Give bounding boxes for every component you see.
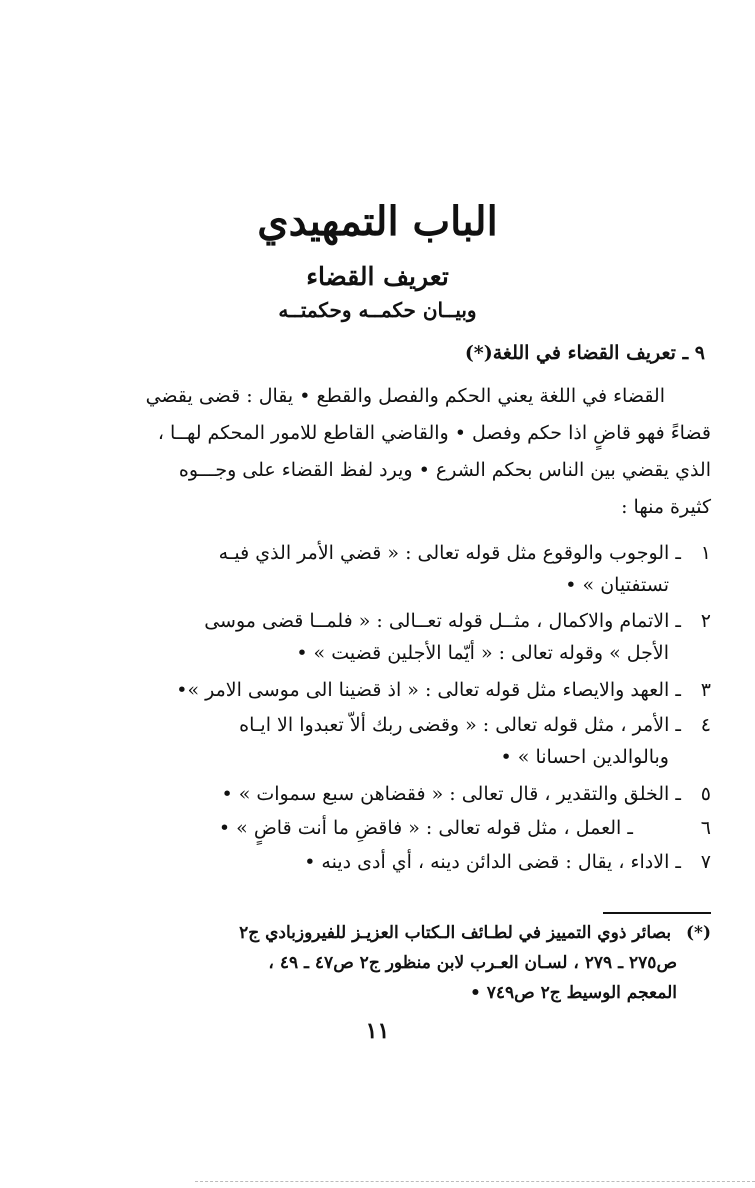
list-item-text: ـ الأمر ، مثل قوله تعالى : « وقضى ربك ألاّ تعبدوا الا ايـاه: [239, 714, 681, 736]
list-item-text: ـ الخلق والتقدير ، قال تعالى : « فقضاهن سبع سموات » •: [221, 783, 681, 805]
list-item-continuation: وبالوالدين احسانا » •: [500, 746, 669, 768]
footnote-line: المعجم الوسيط ج٢ ص٧٤٩ •: [469, 983, 677, 1003]
chapter-title: الباب التمهيدي: [257, 198, 498, 245]
scan-edge-divider: [195, 1181, 755, 1182]
list-item: [51, 605, 711, 669]
footnote-mark: (*): [686, 923, 711, 943]
paragraph-line: كثيرة منها :: [621, 496, 711, 518]
section-heading: ٩ ـ تعريف القضاء في اللغة(*): [464, 342, 705, 364]
list-item: [51, 812, 711, 844]
list-item-text: ـ العهد والايصاء مثل قوله تعالى : « اذ قضينا الى موسى الامر »•: [176, 679, 681, 701]
list-item-text: ـ الاتمام والاكمال ، مثــل قوله تعــالى : « فلمــا قضى موسى: [204, 610, 681, 632]
list-item: [51, 674, 711, 706]
footnote-divider: [603, 912, 711, 914]
list-item-number: ١: [700, 542, 711, 564]
footnote-line: بصائر ذوي التمييز في لطـائف الـكتاب العزيـز للفيروزبادي ج٢: [239, 923, 672, 943]
footnote-line: ص٢٧٥ ـ ٢٧٩ ، لسـان العـرب لابن منظور ج٢ ص٤٧ ـ ٤٩ ،: [268, 953, 677, 973]
body-paragraph: [51, 378, 711, 526]
list-item-number: ٧: [700, 851, 711, 873]
list-item-number: ٢: [700, 610, 711, 632]
list-item-continuation: تستفتيان » •: [565, 574, 669, 596]
paragraph-line: القضاء في اللغة يعني الحكم والفصل والقطع • يقال : قضى يقضي: [145, 385, 665, 407]
page-number: ١١: [365, 1018, 390, 1044]
paragraph-line: الذي يقضي بين الناس بحكم الشرع • ويرد لفظ القضاء على وجـــوه: [178, 459, 711, 481]
chapter-subtitle: تعريف القضاء: [306, 262, 449, 291]
footnote: [47, 918, 711, 1008]
list-item-text: ـ الاداء ، يقال : قضى الدائن دينه ، أي أدى دينه •: [304, 851, 681, 873]
chapter-subtitle-secondary: وبيــان حكمــه وحكمتــه: [278, 298, 477, 322]
list-item-number: ٥: [700, 783, 711, 805]
list-item-continuation: الأجل » وقوله تعالى : « أيّما الأجلين قضيت » •: [296, 642, 669, 664]
list-item-number: ٣: [700, 679, 711, 701]
list-item-text: ـ العمل ، مثل قوله تعالى : « فاقضِ ما أنت قاضٍ » •: [218, 817, 633, 839]
list-item-number: ٤: [700, 714, 711, 736]
list-item-text: ـ الوجوب والوقوع مثل قوله تعالى : « قضي الأمر الذي فيـه: [218, 542, 681, 564]
list-item: [51, 709, 711, 773]
list-item: [51, 537, 711, 601]
list-item: [51, 846, 711, 878]
list-item: [51, 778, 711, 810]
list-item-number: ٦: [700, 817, 711, 839]
paragraph-line: قضاءً فهو قاضٍ اذا حكم وفصل • والقاضي القاطع للامور المحكم لهــا ،: [157, 422, 711, 444]
